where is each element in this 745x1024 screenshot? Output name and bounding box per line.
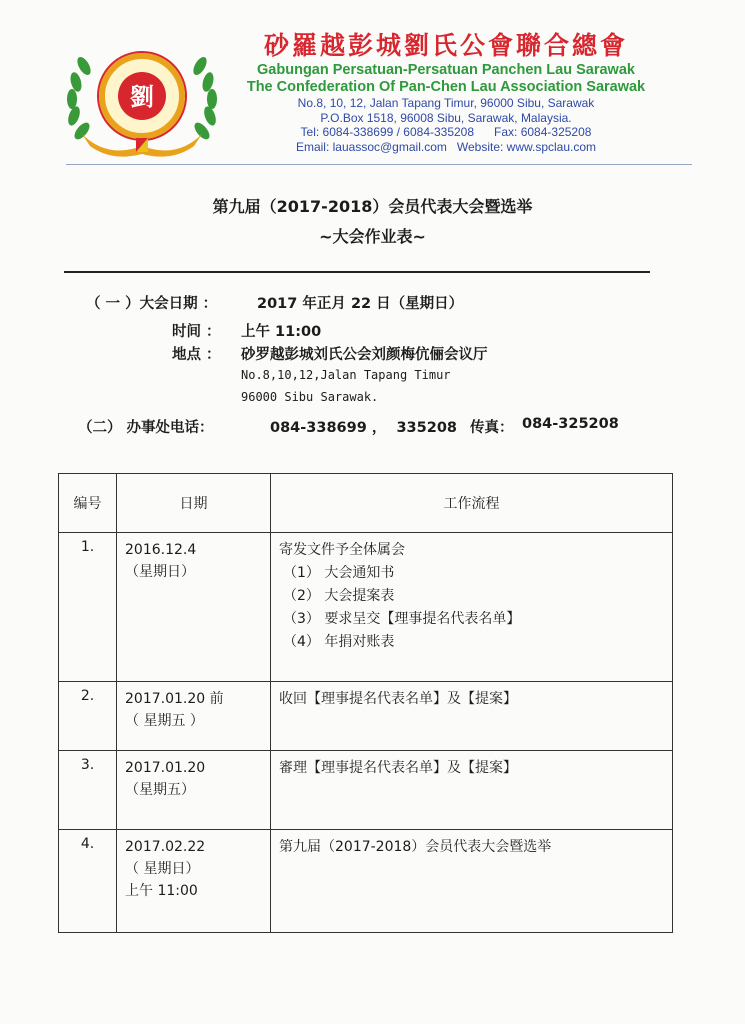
association-logo [62, 34, 222, 164]
workflow-heading: 收回【理事提名代表名单】及【提案】 [279, 691, 517, 707]
row-workflow [271, 682, 673, 751]
table-header-row [59, 474, 673, 533]
row-workflow [271, 751, 673, 830]
date-line: 2017.01.20 前 [125, 691, 224, 707]
meeting-time-value: 上午 11:00 [241, 324, 322, 340]
weekday-line: （星期五） [125, 782, 195, 798]
workflow-heading: 寄发文件予全体属会 [279, 542, 405, 558]
workflow-item: （3） 要求呈交【理事提名代表名单】 [283, 611, 521, 627]
association-name-ms: Gabungan Persatuan-Persatuan Panchen Lau Sarawak [257, 62, 635, 78]
office-phone-value: 084-338699 ， 335208 [270, 420, 457, 436]
venue-address-line-2: 96000 Sibu Sarawak. [241, 390, 379, 404]
table-row [59, 751, 673, 830]
office-phone-label: （二） 办事处电话： [78, 420, 214, 436]
workflow-item: （4） 年捐对账表 [283, 634, 395, 650]
weekday-line: （星期日） [125, 564, 195, 580]
letterhead [226, 30, 666, 154]
workflow-heading: 第九届（2017-2018）会员代表大会暨选举 [279, 839, 552, 855]
venue-address-line-1: No.8,10,12,Jalan Tapang Timur [241, 368, 451, 382]
meeting-date-value: 2017 年正月 22 日（星期日） [257, 296, 464, 312]
table-row [59, 830, 673, 933]
header-date: 日期 [117, 474, 271, 533]
fax-label: 传真： [470, 420, 514, 436]
workflow-heading: 審理【理事提名代表名单】及【提案】 [279, 760, 517, 776]
row-date [117, 830, 271, 933]
workflow-item: （1） 大会通知书 [283, 565, 395, 581]
association-name-cn: 砂羅越彭城劉氏公會聯合總會 [263, 31, 628, 60]
schedule-table [58, 473, 673, 933]
time-line: 上午 11:00 [125, 883, 198, 899]
row-workflow [271, 830, 673, 933]
weekday-line: （ 星期日） [125, 861, 200, 877]
fax-value: 084-325208 [522, 416, 619, 432]
logo-character: 劉 [130, 82, 154, 111]
header-number: 编号 [59, 474, 117, 533]
date-line: 2017.02.22 [125, 839, 206, 855]
address-line-1: No.8, 10, 12, Jalan Tapang Timur, 96000 Sibu, Sarawak [297, 96, 595, 110]
table-row [59, 533, 673, 682]
date-line: 2017.01.20 [125, 760, 206, 776]
document-title: 第九届（2017-2018）会员代表大会暨选举 [212, 197, 533, 216]
row-number: 2. [59, 682, 117, 751]
association-name-en: The Confederation Of Pan-Chen Lau Association Sarawak [246, 79, 646, 95]
workflow-item: （2） 大会提案表 [283, 588, 395, 604]
table-row [59, 682, 673, 751]
letterhead-divider [66, 164, 692, 165]
email-website-line: Email: lauassoc@gmail.com Website: www.spclau.com [295, 139, 597, 154]
meeting-time-label: 时间 ： [172, 324, 221, 340]
row-workflow [271, 533, 673, 682]
contact-line: Tel: 6084-338699 / 6084-335208 Fax: 6084-325208 [300, 125, 592, 139]
row-number: 4. [59, 830, 117, 933]
meeting-venue-label: 地点 ： [172, 347, 221, 363]
row-date [117, 682, 271, 751]
document-subtitle: ~大会作业表~ [319, 227, 426, 246]
header-workflow: 工作流程 [271, 474, 673, 533]
meeting-date-label: （ 一 ）大会日期 ： [86, 296, 218, 312]
address-line-2: P.O.Box 1518, 96008 Sibu, Sarawak, Malaysia. [320, 110, 572, 125]
date-line: 2016.12.4 [125, 542, 197, 558]
weekday-line: （ 星期五 ） [125, 713, 204, 729]
meeting-venue-value: 砂罗越彭城刘氏公会刘颜梅伉俪会议厅 [241, 347, 488, 363]
row-number: 3. [59, 751, 117, 830]
row-date [117, 751, 271, 830]
title-divider [64, 271, 650, 273]
row-number: 1. [59, 533, 117, 682]
row-date [117, 533, 271, 682]
